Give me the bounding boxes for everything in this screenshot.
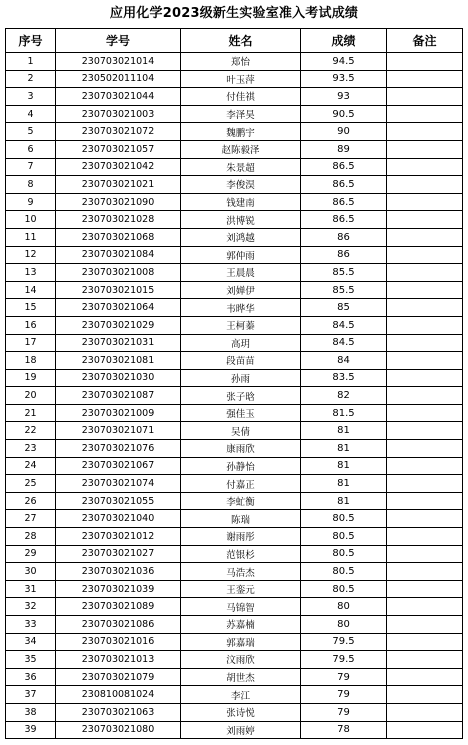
cell-seq: 18 (6, 352, 56, 370)
cell-seq: 14 (6, 281, 56, 299)
cell-seq: 35 (6, 651, 56, 669)
cell-student-id: 230810081024 (56, 686, 181, 704)
cell-name: 赵陈毅泽 (181, 140, 301, 158)
column-header-seq: 序号 (6, 29, 56, 53)
cell-student-id: 230703021080 (56, 721, 181, 739)
cell-student-id: 230703021031 (56, 334, 181, 352)
cell-student-id: 230703021029 (56, 316, 181, 334)
column-header-name: 姓名 (181, 29, 301, 53)
cell-score: 79 (301, 686, 387, 704)
cell-student-id: 230703021003 (56, 105, 181, 123)
table-row (6, 616, 463, 634)
cell-seq: 15 (6, 299, 56, 317)
cell-score: 85.5 (301, 264, 387, 282)
cell-score: 81.5 (301, 404, 387, 422)
cell-student-id: 230703021008 (56, 264, 181, 282)
cell-note (387, 299, 463, 317)
cell-name: 李泽昊 (181, 105, 301, 123)
cell-student-id: 230703021015 (56, 281, 181, 299)
table-row (6, 246, 463, 264)
cell-score: 85 (301, 299, 387, 317)
cell-note (387, 140, 463, 158)
cell-score: 80.5 (301, 528, 387, 546)
table-row (6, 545, 463, 563)
cell-name: 苏嘉楠 (181, 616, 301, 634)
table-row (6, 352, 463, 370)
cell-student-id: 230703021027 (56, 545, 181, 563)
cell-name: 陈瑞 (181, 510, 301, 528)
table-header-row (6, 29, 463, 53)
cell-score: 82 (301, 387, 387, 405)
cell-student-id: 230703021030 (56, 369, 181, 387)
cell-student-id: 230703021042 (56, 158, 181, 176)
table-row (6, 123, 463, 141)
cell-name: 钱建南 (181, 193, 301, 211)
cell-student-id: 230703021068 (56, 228, 181, 246)
cell-student-id: 230703021013 (56, 651, 181, 669)
cell-student-id: 230703021067 (56, 457, 181, 475)
cell-seq: 10 (6, 211, 56, 229)
cell-score: 79.5 (301, 633, 387, 651)
table-row (6, 211, 463, 229)
table-row (6, 528, 463, 546)
cell-seq: 17 (6, 334, 56, 352)
cell-seq: 34 (6, 633, 56, 651)
cell-note (387, 492, 463, 510)
cell-name: 叶玉萍 (181, 70, 301, 88)
cell-note (387, 598, 463, 616)
table-row (6, 492, 463, 510)
cell-seq: 4 (6, 105, 56, 123)
table-row (6, 440, 463, 458)
cell-note (387, 721, 463, 739)
table-row (6, 457, 463, 475)
cell-note (387, 158, 463, 176)
cell-name: 刘鸿越 (181, 228, 301, 246)
cell-name: 康雨欣 (181, 440, 301, 458)
cell-note (387, 440, 463, 458)
cell-student-id: 230703021087 (56, 387, 181, 405)
cell-score: 81 (301, 422, 387, 440)
cell-seq: 36 (6, 668, 56, 686)
cell-seq: 12 (6, 246, 56, 264)
cell-seq: 26 (6, 492, 56, 510)
cell-note (387, 88, 463, 106)
table-row (6, 88, 463, 106)
cell-note (387, 457, 463, 475)
cell-note (387, 352, 463, 370)
cell-seq: 13 (6, 264, 56, 282)
cell-name: 郭嘉瑞 (181, 633, 301, 651)
cell-student-id: 230703021084 (56, 246, 181, 264)
cell-score: 85.5 (301, 281, 387, 299)
cell-seq: 38 (6, 703, 56, 721)
cell-student-id: 230703021039 (56, 580, 181, 598)
cell-score: 81 (301, 475, 387, 493)
cell-note (387, 651, 463, 669)
cell-note (387, 246, 463, 264)
cell-note (387, 475, 463, 493)
cell-score: 86 (301, 228, 387, 246)
table-row (6, 668, 463, 686)
table-row (6, 510, 463, 528)
cell-score: 86.5 (301, 176, 387, 194)
cell-name: 张诗悦 (181, 703, 301, 721)
cell-note (387, 369, 463, 387)
cell-score: 83.5 (301, 369, 387, 387)
cell-seq: 25 (6, 475, 56, 493)
cell-score: 86.5 (301, 193, 387, 211)
document-title: 应用化学2023级新生实验室准入考试成绩 (109, 6, 359, 21)
cell-student-id: 230502011104 (56, 70, 181, 88)
cell-note (387, 633, 463, 651)
cell-note (387, 387, 463, 405)
table-row (6, 176, 463, 194)
cell-name: 李俊淏 (181, 176, 301, 194)
cell-name: 李江 (181, 686, 301, 704)
cell-seq: 29 (6, 545, 56, 563)
cell-student-id: 230703021079 (56, 668, 181, 686)
cell-note (387, 580, 463, 598)
cell-score: 80.5 (301, 563, 387, 581)
cell-score: 84.5 (301, 334, 387, 352)
cell-student-id: 230703021076 (56, 440, 181, 458)
cell-score: 80 (301, 598, 387, 616)
cell-note (387, 193, 463, 211)
cell-student-id: 230703021044 (56, 88, 181, 106)
cell-name: 付嘉正 (181, 475, 301, 493)
cell-seq: 22 (6, 422, 56, 440)
cell-name: 段苗苗 (181, 352, 301, 370)
cell-seq: 27 (6, 510, 56, 528)
cell-note (387, 264, 463, 282)
cell-note (387, 668, 463, 686)
cell-seq: 16 (6, 316, 56, 334)
cell-score: 94.5 (301, 53, 387, 71)
table-row (6, 193, 463, 211)
cell-seq: 5 (6, 123, 56, 141)
table-row (6, 158, 463, 176)
cell-name: 刘雨婷 (181, 721, 301, 739)
column-header-student-id: 学号 (56, 29, 181, 53)
cell-score: 84.5 (301, 316, 387, 334)
table-row (6, 387, 463, 405)
cell-seq: 33 (6, 616, 56, 634)
cell-score: 80 (301, 616, 387, 634)
cell-note (387, 404, 463, 422)
cell-note (387, 334, 463, 352)
table-row (6, 633, 463, 651)
cell-score: 79 (301, 668, 387, 686)
cell-student-id: 230703021064 (56, 299, 181, 317)
cell-note (387, 422, 463, 440)
cell-score: 86 (301, 246, 387, 264)
cell-name: 汶雨欣 (181, 651, 301, 669)
cell-name: 孙静怡 (181, 457, 301, 475)
cell-score: 86.5 (301, 158, 387, 176)
table-row (6, 316, 463, 334)
cell-seq: 8 (6, 176, 56, 194)
cell-seq: 39 (6, 721, 56, 739)
cell-seq: 23 (6, 440, 56, 458)
cell-name: 张子晗 (181, 387, 301, 405)
cell-score: 80.5 (301, 580, 387, 598)
table-row (6, 580, 463, 598)
cell-student-id: 230703021016 (56, 633, 181, 651)
table-row (6, 686, 463, 704)
cell-student-id: 230703021009 (56, 404, 181, 422)
cell-score: 79.5 (301, 651, 387, 669)
cell-name: 刘婵伊 (181, 281, 301, 299)
cell-student-id: 230703021036 (56, 563, 181, 581)
cell-student-id: 230703021089 (56, 598, 181, 616)
cell-note (387, 281, 463, 299)
cell-score: 80.5 (301, 510, 387, 528)
cell-note (387, 123, 463, 141)
cell-student-id: 230703021086 (56, 616, 181, 634)
cell-note (387, 686, 463, 704)
table-row (6, 264, 463, 282)
table-row (6, 105, 463, 123)
cell-score: 84 (301, 352, 387, 370)
table-row (6, 299, 463, 317)
cell-note (387, 70, 463, 88)
cell-name: 强佳玉 (181, 404, 301, 422)
cell-name: 高玥 (181, 334, 301, 352)
cell-student-id: 230703021028 (56, 211, 181, 229)
cell-seq: 9 (6, 193, 56, 211)
cell-name: 王柯蓁 (181, 316, 301, 334)
cell-name: 吴倩 (181, 422, 301, 440)
cell-name: 谢雨彤 (181, 528, 301, 546)
table-row (6, 228, 463, 246)
cell-student-id: 230703021071 (56, 422, 181, 440)
cell-seq: 1 (6, 53, 56, 71)
cell-student-id: 230703021012 (56, 528, 181, 546)
cell-score: 80.5 (301, 545, 387, 563)
cell-student-id: 230703021074 (56, 475, 181, 493)
table-row (6, 404, 463, 422)
grades-table (5, 28, 463, 739)
table-row (6, 598, 463, 616)
cell-name: 郭仲雨 (181, 246, 301, 264)
cell-name: 付佳祺 (181, 88, 301, 106)
cell-seq: 21 (6, 404, 56, 422)
table-row (6, 281, 463, 299)
cell-note (387, 176, 463, 194)
cell-note (387, 53, 463, 71)
cell-score: 81 (301, 492, 387, 510)
cell-seq: 20 (6, 387, 56, 405)
table-row (6, 703, 463, 721)
cell-seq: 37 (6, 686, 56, 704)
cell-student-id: 230703021081 (56, 352, 181, 370)
cell-note (387, 105, 463, 123)
cell-note (387, 703, 463, 721)
cell-seq: 24 (6, 457, 56, 475)
cell-seq: 6 (6, 140, 56, 158)
cell-score: 81 (301, 440, 387, 458)
cell-name: 李虻衡 (181, 492, 301, 510)
cell-score: 93 (301, 88, 387, 106)
cell-note (387, 211, 463, 229)
cell-student-id: 230703021090 (56, 193, 181, 211)
cell-seq: 28 (6, 528, 56, 546)
cell-seq: 19 (6, 369, 56, 387)
cell-score: 79 (301, 703, 387, 721)
cell-student-id: 230703021021 (56, 176, 181, 194)
cell-name: 范银杉 (181, 545, 301, 563)
cell-seq: 3 (6, 88, 56, 106)
cell-seq: 31 (6, 580, 56, 598)
cell-student-id: 230703021014 (56, 53, 181, 71)
cell-student-id: 230703021072 (56, 123, 181, 141)
cell-note (387, 510, 463, 528)
cell-score: 78 (301, 721, 387, 739)
cell-seq: 2 (6, 70, 56, 88)
cell-name: 马浩杰 (181, 563, 301, 581)
cell-name: 郑怡 (181, 53, 301, 71)
column-header-note: 备注 (387, 29, 463, 53)
table-row (6, 721, 463, 739)
cell-student-id: 230703021055 (56, 492, 181, 510)
cell-score: 86.5 (301, 211, 387, 229)
table-row (6, 334, 463, 352)
table-row (6, 70, 463, 88)
cell-name: 王銮元 (181, 580, 301, 598)
cell-score: 90 (301, 123, 387, 141)
cell-score: 90.5 (301, 105, 387, 123)
cell-note (387, 316, 463, 334)
cell-name: 王晨晨 (181, 264, 301, 282)
cell-score: 89 (301, 140, 387, 158)
cell-name: 孙雨 (181, 369, 301, 387)
table-row (6, 53, 463, 71)
table-row (6, 140, 463, 158)
table-row (6, 422, 463, 440)
column-header-score: 成绩 (301, 29, 387, 53)
cell-seq: 7 (6, 158, 56, 176)
cell-note (387, 545, 463, 563)
cell-note (387, 528, 463, 546)
cell-note (387, 563, 463, 581)
table-row (6, 651, 463, 669)
cell-name: 洪博锐 (181, 211, 301, 229)
table-row (6, 475, 463, 493)
cell-score: 81 (301, 457, 387, 475)
cell-seq: 30 (6, 563, 56, 581)
table-row (6, 563, 463, 581)
cell-name: 胡世杰 (181, 668, 301, 686)
cell-student-id: 230703021063 (56, 703, 181, 721)
table-row (6, 369, 463, 387)
cell-score: 93.5 (301, 70, 387, 88)
cell-student-id: 230703021040 (56, 510, 181, 528)
cell-seq: 11 (6, 228, 56, 246)
cell-seq: 32 (6, 598, 56, 616)
table-body (6, 53, 463, 739)
cell-name: 马锦智 (181, 598, 301, 616)
cell-student-id: 230703021057 (56, 140, 181, 158)
cell-note (387, 616, 463, 634)
cell-name: 魏鹏宇 (181, 123, 301, 141)
cell-name: 韦晔华 (181, 299, 301, 317)
cell-note (387, 228, 463, 246)
cell-name: 朱景超 (181, 158, 301, 176)
